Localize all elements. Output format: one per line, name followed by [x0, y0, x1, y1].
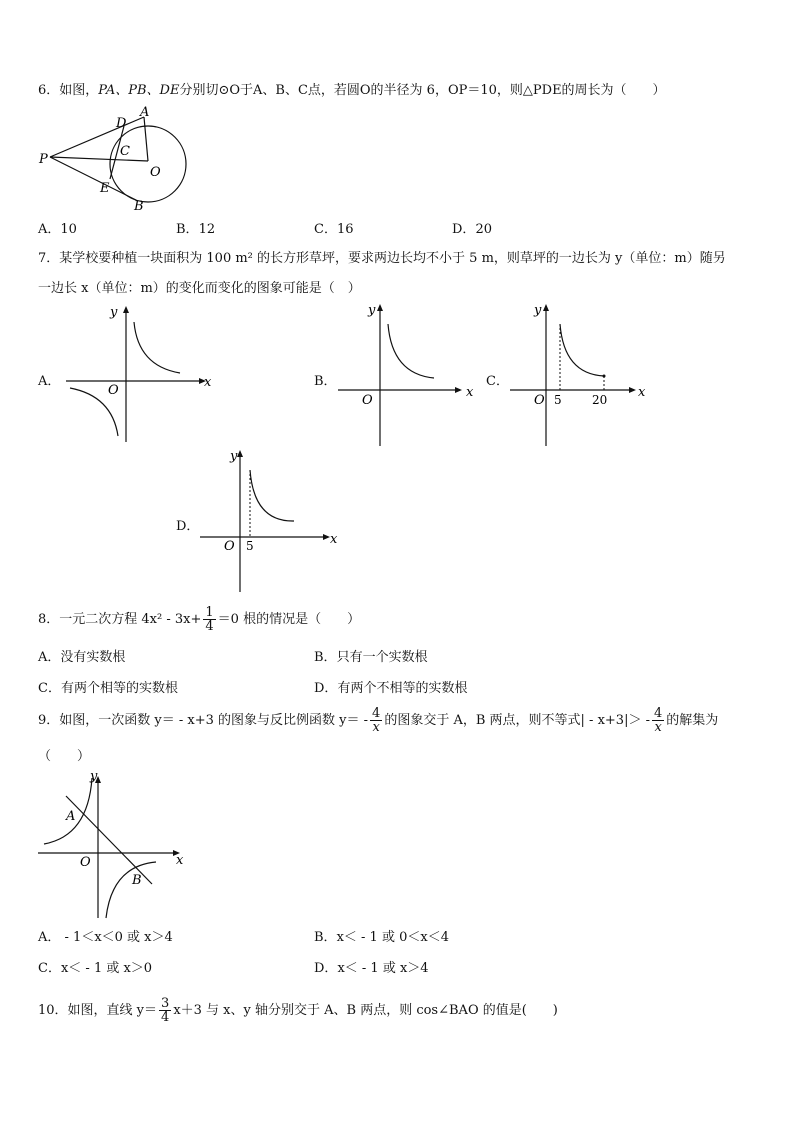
q7-stem-line1: 7．某学校要种植一块面积为 100 m² 的长方形草坪，要求两边长均不小于 5 m，则草坪的一边长为 y（单位：m）随另: [38, 251, 726, 266]
svg-text:x: x: [638, 385, 646, 400]
svg-text:O: O: [108, 383, 119, 398]
svg-text:x: x: [204, 375, 212, 390]
q9-figure: [36, 768, 196, 922]
q9-number: 9．: [38, 713, 60, 728]
svg-text:20: 20: [592, 393, 608, 407]
q6-label-p: P: [39, 152, 48, 167]
q6-stem: [38, 82, 666, 100]
q9-hyperbola-lower: [106, 862, 156, 918]
q7-graph-a[interactable]: [58, 300, 218, 446]
q7-graph-d[interactable]: [198, 444, 348, 594]
svg-text:y: y: [110, 305, 118, 320]
svg-text:y: y: [368, 303, 376, 318]
q6-label-e: E: [100, 181, 110, 196]
q6-option-b[interactable]: B．12: [176, 222, 216, 237]
svg-text:y: y: [534, 303, 542, 318]
q7-option-b-label[interactable]: B．: [314, 374, 337, 389]
q7-number: 7．: [38, 251, 60, 266]
q8-option-c[interactable]: C．有两个相等的实数根: [38, 681, 178, 696]
q8-fraction: $\frac{1}{4}$: [205, 605, 214, 634]
q7-option-a-label[interactable]: A．: [38, 374, 61, 389]
q9-option-d[interactable]: D．x＜ - 1 或 x＞4: [314, 961, 429, 976]
q9-option-a[interactable]: A． - 1＜x＜0 或 x＞4: [38, 930, 173, 945]
q6-option-c[interactable]: C．16: [314, 222, 354, 237]
svg-text:5: 5: [246, 539, 254, 553]
q6-text-b: 分别切⊙O于A、B、C点，若圆O的半径为 6，OP＝10，则△PDE的周长为（ ）: [179, 83, 666, 98]
q6-segments: PA、PB、DE: [98, 83, 180, 98]
svg-text:O: O: [534, 393, 545, 408]
q9-stem-parens: （ ）: [38, 749, 91, 764]
q6-option-d[interactable]: D．20: [452, 222, 492, 237]
q6-label-o: O: [150, 165, 161, 180]
q6-option-a[interactable]: A．10: [38, 222, 77, 237]
q6-label-a: A: [140, 105, 150, 120]
svg-text:O: O: [224, 539, 235, 554]
svg-text:5: 5: [554, 393, 562, 407]
q8-number: 8．: [38, 612, 60, 627]
svg-text:O: O: [362, 393, 373, 408]
svg-text:x: x: [330, 532, 338, 547]
q9-linear-line: [66, 796, 152, 884]
q10-number: 10．: [38, 1003, 68, 1018]
q6-segment-po: [50, 157, 148, 161]
q7-stem-line2: 一边长 x（单位：m）的变化而变化的图象可能是（ ）: [38, 281, 361, 296]
svg-text:B: B: [132, 873, 142, 888]
q7-option-d-label[interactable]: D．: [176, 519, 200, 534]
q6-tangent-pb: [50, 157, 136, 200]
q6-figure: [36, 104, 196, 212]
q6-radius-oa: [144, 117, 148, 161]
q9-fraction-1: $\frac{4}{x}$: [372, 706, 381, 735]
q6-label-d: D: [116, 116, 127, 131]
q9-option-c[interactable]: C．x＜ - 1 或 x＞0: [38, 961, 153, 976]
q8-option-b[interactable]: B．只有一个实数根: [314, 650, 428, 665]
q6-text-a: 如图，: [59, 83, 99, 98]
svg-text:y: y: [230, 449, 238, 464]
q7-option-c-label[interactable]: C．: [486, 374, 509, 389]
svg-text:x: x: [176, 853, 184, 868]
q10-stem: 10．如图，直线 y＝ $\frac{3}{4}$ x＋3 与 x、y 轴分别交于 A、B 两点，则 cos∠BAO 的值是( ): [38, 996, 558, 1025]
q10-fraction: $\frac{3}{4}$: [161, 996, 170, 1025]
svg-text:A: A: [66, 809, 76, 824]
q9-stem: 9．如图，一次函数 y＝ - x+3 的图象与反比例函数 y＝ - $\frac{4}{x}$ 的图象交于 A，B 两点，则不等式| - x+3|＞ - $\frac{4}{x}$ 的解集为: [38, 706, 719, 735]
svg-text:y: y: [90, 769, 98, 784]
q9-fraction-2: $\frac{4}{x}$: [653, 706, 663, 735]
q8-option-d[interactable]: D．有两个不相等的实数根: [314, 681, 468, 696]
q8-stem: 8．一元二次方程 4x² - 3x+ $\frac{1}{4}$ ＝0 根的情况是（ ）: [38, 605, 361, 634]
q8-option-a[interactable]: A．没有实数根: [38, 650, 126, 665]
q6-label-c: C: [120, 144, 130, 159]
svg-text:O: O: [80, 855, 91, 870]
q7-graph-c[interactable]: [508, 298, 653, 448]
q6-number: 6．: [38, 83, 60, 98]
q9-option-b[interactable]: B．x＜ - 1 或 0＜x＜4: [314, 930, 449, 945]
q7-graph-b[interactable]: [336, 298, 486, 448]
svg-text:x: x: [466, 385, 474, 400]
q6-label-b: B: [134, 199, 144, 212]
